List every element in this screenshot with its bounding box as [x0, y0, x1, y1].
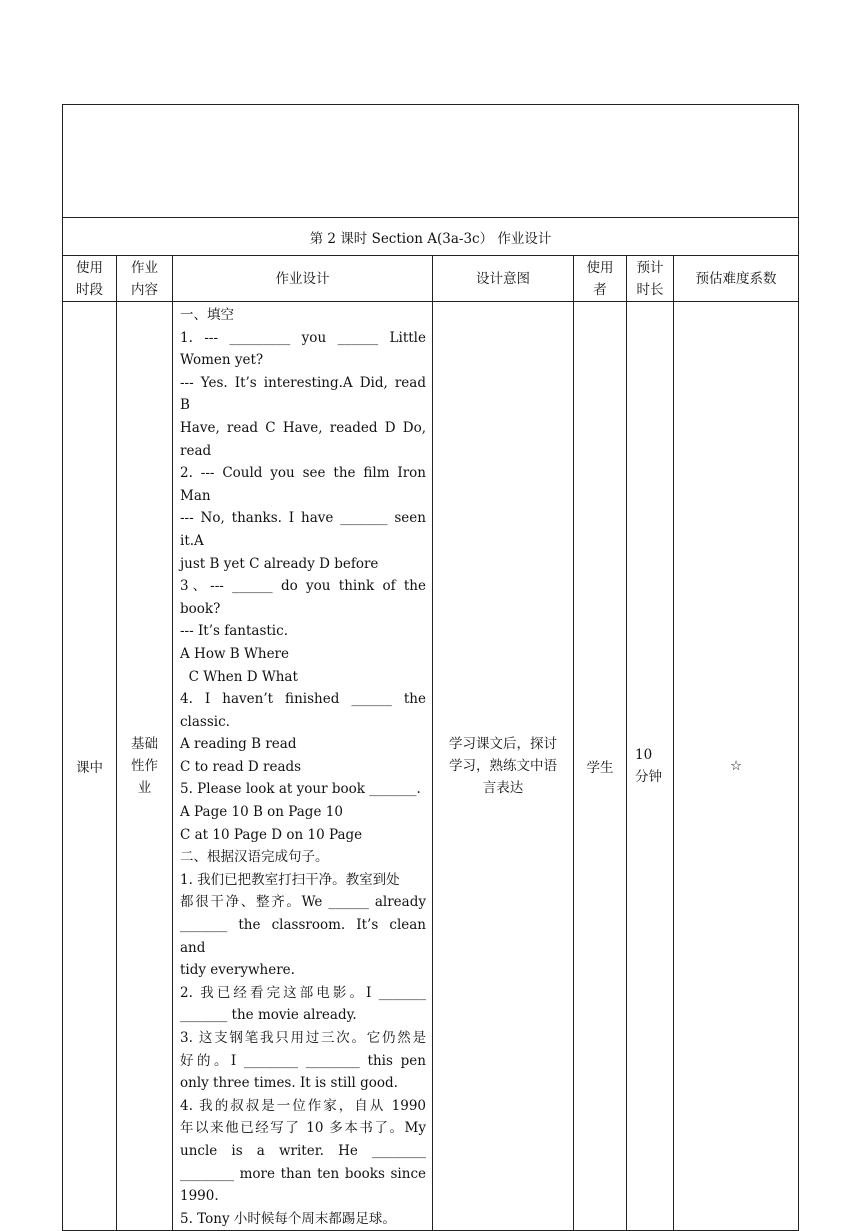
exercise-line: 3. 这支钢笔我只用过三次。它仍然是	[180, 1030, 426, 1046]
header-user	[574, 256, 627, 302]
exercise-line: _______ the movie already.	[180, 1007, 357, 1024]
intent-line3: 言表达	[482, 780, 524, 797]
content-type-cell	[117, 302, 173, 1231]
exercise-line: Have, read C Have, readed D Do, read	[180, 419, 426, 459]
exercise-line: 1990.	[180, 1188, 219, 1205]
intent-line2: 学习，熟练文中语	[449, 758, 557, 775]
title-row	[63, 218, 799, 256]
header-content-type	[117, 256, 173, 302]
exercise-line: A Page 10 B on Page 10	[180, 804, 343, 821]
exercise-line: A reading B read	[180, 736, 297, 753]
intent-line1: 学习课文后，探讨	[449, 736, 557, 753]
exercise-line: _______ the classroom. It’s clean and	[180, 917, 426, 956]
header-period	[63, 256, 117, 302]
user-cell: 学生	[574, 302, 627, 1231]
exercise-line: tidy everywhere.	[180, 962, 295, 979]
exercise-line: 4. I haven’t finished ______ the	[180, 691, 426, 708]
header-row	[63, 256, 799, 302]
exercise-line: Women yet?	[180, 352, 264, 369]
time-line1: 10	[635, 747, 653, 764]
exercise-line: 都很干净、整齐。We ______ already	[180, 894, 426, 911]
header-period-line1: 使用	[76, 259, 103, 276]
header-user-line1: 使用	[586, 259, 614, 276]
header-time	[627, 256, 674, 302]
content-type-line3: 业	[137, 780, 152, 797]
header-user-line2: 者	[593, 281, 607, 298]
homework-table	[62, 104, 799, 1231]
exercise-line: classic.	[180, 713, 230, 730]
time-cell	[627, 302, 674, 1231]
exercise-line: 2. 我已经看完这部电影。I _______	[180, 984, 426, 1001]
exercise-line: 好的。I ________ ________ this pen	[180, 1052, 426, 1069]
difficulty-star-icon: ☆	[674, 302, 799, 1231]
exercise-line: just B yet C already D before	[180, 555, 379, 572]
exercise-line: 5. Please look at your book _______.	[180, 781, 421, 798]
content-type-line1: 基础	[131, 736, 158, 753]
header-time-line1: 预计	[636, 259, 664, 276]
exercise-line: 1. 我们已把教室打扫干净。教室到处	[180, 871, 400, 888]
blank-row	[63, 105, 799, 218]
exercise-line: 3、--- ______ do you think of the book?	[180, 578, 426, 617]
exercise-line: 一、填空	[180, 307, 234, 323]
exercise-line: 5. Tony 小时候每个周末都踢足球。	[180, 1210, 396, 1227]
exercise-line: C at 10 Page D on 10 Page	[180, 826, 363, 843]
exercise-line: 4. 我的叔叔是一位作家，自从 1990	[180, 1097, 426, 1114]
content-type-line2: 性作	[131, 758, 158, 775]
exercise-line: A How B Where	[180, 645, 290, 662]
exercise-line: C When D What	[180, 668, 298, 685]
header-content-type-line2: 内容	[131, 281, 158, 298]
header-difficulty: 预估难度系数	[674, 256, 799, 302]
design-content-cell	[173, 302, 433, 1231]
table-title: 第 2 课时 Section A(3a-3c） 作业设计	[63, 218, 799, 256]
time-line2: 分钟	[635, 769, 662, 786]
header-content-type-line1: 作业	[131, 259, 158, 276]
exercise-line: 二、根据汉语完成句子。	[180, 849, 329, 866]
exercise-lines	[180, 304, 426, 1230]
exercise-line: 2. --- Could you see the film Iron Man	[180, 465, 426, 504]
header-design: 作业设计	[173, 256, 433, 302]
content-row	[63, 302, 799, 1231]
exercise-line: --- Yes. It’s interesting.A Did, read B	[180, 374, 426, 414]
blank-cell	[63, 105, 799, 218]
period-cell: 课中	[63, 302, 117, 1231]
intent-cell	[433, 302, 574, 1231]
exercise-line: uncle is a writer. He ________	[180, 1142, 426, 1159]
header-time-line2: 时长	[636, 281, 664, 298]
exercise-line: ________ more than ten books since	[180, 1165, 426, 1182]
header-period-line2: 时段	[76, 281, 103, 298]
exercise-line: --- No, thanks. I have _______ seen it.A	[180, 510, 426, 549]
exercise-line: 年以来他已经写了 10 多本书了。My	[180, 1120, 426, 1137]
exercise-line: --- It’s fantastic.	[180, 623, 288, 640]
exercise-line: 1. --- _________ you ______ Little	[180, 329, 426, 346]
exercise-line: C to read D reads	[180, 758, 302, 775]
header-intent: 设计意图	[433, 256, 574, 302]
exercise-line: only three times. It is still good.	[180, 1075, 398, 1092]
